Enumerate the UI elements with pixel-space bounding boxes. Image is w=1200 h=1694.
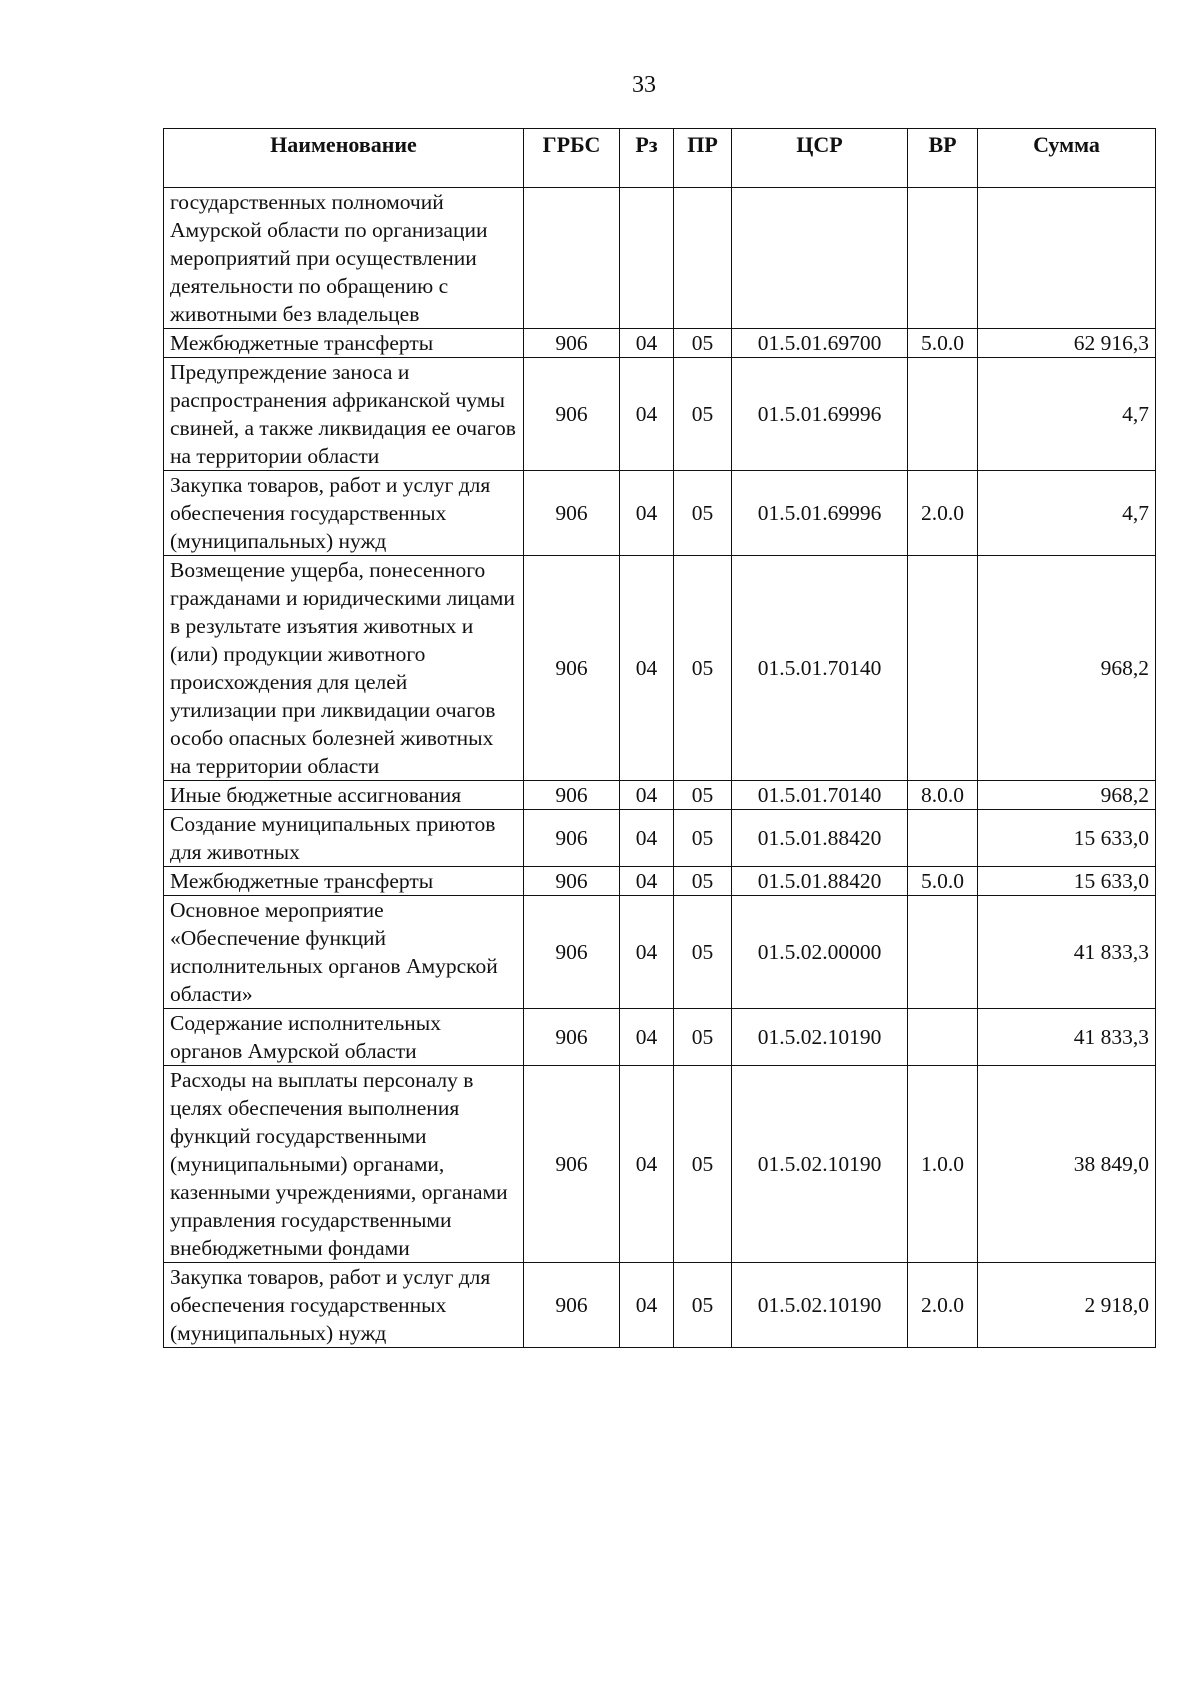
cell-grbs: 906 [524, 329, 620, 358]
cell-sum: 15 633,0 [978, 810, 1156, 867]
cell-name: Создание муниципальных приютов для животных [164, 810, 524, 867]
table-row [164, 1066, 1156, 1263]
cell-sum: 41 833,3 [978, 1009, 1156, 1066]
cell-grbs: 906 [524, 896, 620, 1009]
cell-sum: 62 916,3 [978, 329, 1156, 358]
cell-rz: 04 [620, 810, 674, 867]
cell-vr: 2.0.0 [908, 471, 978, 556]
cell-sum: 15 633,0 [978, 867, 1156, 896]
cell-name: государственных полномочий Амурской области по организации мероприятий при осуществлении деятельности по обращению с животными без владельцев [164, 188, 524, 329]
cell-name: Предупреждение заноса и распространения африканской чумы свиней, а также ликвидация ее очагов на территории области [164, 358, 524, 471]
cell-name: Содержание исполнительных органов Амурской области [164, 1009, 524, 1066]
table-row [164, 896, 1156, 1009]
cell-vr: 1.0.0 [908, 1066, 978, 1263]
cell-csr: 01.5.01.88420 [732, 810, 908, 867]
cell-vr [908, 810, 978, 867]
cell-csr: 01.5.01.69996 [732, 358, 908, 471]
cell-csr: 01.5.01.70140 [732, 781, 908, 810]
cell-vr: 5.0.0 [908, 867, 978, 896]
page-number: 33 [632, 72, 656, 98]
table-row [164, 358, 1156, 471]
cell-name: Возмещение ущерба, понесенного гражданами и юридическими лицами в результате изъятия животных и (или) продукции животного происхождения для целей утилизации при ликвидации очагов особо опасных болезней животных на территории области [164, 556, 524, 781]
cell-csr: 01.5.02.00000 [732, 896, 908, 1009]
table-row [164, 329, 1156, 358]
cell-name: Закупка товаров, работ и услуг для обеспечения государственных (муниципальных) нужд [164, 1263, 524, 1348]
cell-vr: 5.0.0 [908, 329, 978, 358]
header-name: Наименование [164, 129, 524, 188]
cell-vr [908, 896, 978, 1009]
table-row [164, 1009, 1156, 1066]
cell-pr: 05 [674, 1009, 732, 1066]
cell-csr: 01.5.02.10190 [732, 1009, 908, 1066]
cell-name: Основное мероприятие «Обеспечение функций исполнительных органов Амурской области» [164, 896, 524, 1009]
cell-grbs: 906 [524, 358, 620, 471]
cell-csr: 01.5.01.70140 [732, 556, 908, 781]
cell-rz: 04 [620, 1263, 674, 1348]
table-row [164, 810, 1156, 867]
cell-pr: 05 [674, 867, 732, 896]
cell-pr [674, 188, 732, 329]
cell-csr: 01.5.01.88420 [732, 867, 908, 896]
cell-rz: 04 [620, 329, 674, 358]
cell-rz: 04 [620, 358, 674, 471]
cell-rz: 04 [620, 867, 674, 896]
cell-csr: 01.5.02.10190 [732, 1263, 908, 1348]
cell-sum: 4,7 [978, 471, 1156, 556]
cell-name: Межбюджетные трансферты [164, 867, 524, 896]
cell-pr: 05 [674, 329, 732, 358]
cell-rz: 04 [620, 471, 674, 556]
cell-vr: 8.0.0 [908, 781, 978, 810]
cell-grbs: 906 [524, 781, 620, 810]
cell-name: Межбюджетные трансферты [164, 329, 524, 358]
cell-grbs: 906 [524, 867, 620, 896]
cell-csr: 01.5.01.69996 [732, 471, 908, 556]
cell-grbs: 906 [524, 1263, 620, 1348]
cell-pr: 05 [674, 781, 732, 810]
cell-pr: 05 [674, 896, 732, 1009]
cell-grbs: 906 [524, 810, 620, 867]
table-row [164, 867, 1156, 896]
cell-sum: 4,7 [978, 358, 1156, 471]
header-csr: ЦСР [732, 129, 908, 188]
cell-pr: 05 [674, 1066, 732, 1263]
cell-sum: 38 849,0 [978, 1066, 1156, 1263]
cell-sum: 2 918,0 [978, 1263, 1156, 1348]
table-row [164, 781, 1156, 810]
cell-grbs: 906 [524, 556, 620, 781]
cell-csr: 01.5.02.10190 [732, 1066, 908, 1263]
cell-vr [908, 556, 978, 781]
header-rz: Рз [620, 129, 674, 188]
table-row [164, 1263, 1156, 1348]
table-header-row [164, 129, 1156, 188]
cell-grbs [524, 188, 620, 329]
cell-csr [732, 188, 908, 329]
cell-pr: 05 [674, 471, 732, 556]
cell-name: Закупка товаров, работ и услуг для обеспечения государственных (муниципальных) нужд [164, 471, 524, 556]
cell-rz [620, 188, 674, 329]
header-vr: ВР [908, 129, 978, 188]
cell-sum: 968,2 [978, 556, 1156, 781]
cell-grbs: 906 [524, 1009, 620, 1066]
header-pr: ПР [674, 129, 732, 188]
cell-rz: 04 [620, 1066, 674, 1263]
header-sum: Сумма [978, 129, 1156, 188]
cell-sum [978, 188, 1156, 329]
cell-rz: 04 [620, 896, 674, 1009]
cell-grbs: 906 [524, 471, 620, 556]
table-row [164, 471, 1156, 556]
cell-name: Иные бюджетные ассигнования [164, 781, 524, 810]
cell-csr: 01.5.01.69700 [732, 329, 908, 358]
cell-rz: 04 [620, 556, 674, 781]
table-row [164, 556, 1156, 781]
budget-table [163, 128, 1156, 1348]
cell-pr: 05 [674, 358, 732, 471]
cell-sum: 968,2 [978, 781, 1156, 810]
cell-vr [908, 1009, 978, 1066]
cell-sum: 41 833,3 [978, 896, 1156, 1009]
cell-pr: 05 [674, 810, 732, 867]
cell-vr: 2.0.0 [908, 1263, 978, 1348]
cell-rz: 04 [620, 781, 674, 810]
cell-grbs: 906 [524, 1066, 620, 1263]
table-row [164, 188, 1156, 329]
cell-pr: 05 [674, 1263, 732, 1348]
cell-pr: 05 [674, 556, 732, 781]
cell-rz: 04 [620, 1009, 674, 1066]
cell-vr [908, 188, 978, 329]
header-grbs: ГРБС [524, 129, 620, 188]
cell-vr [908, 358, 978, 471]
cell-name: Расходы на выплаты персоналу в целях обеспечения выполнения функций государственными (муниципальными) органами, казенными учреждениями, органами управления государственными внебюджетными фондами [164, 1066, 524, 1263]
